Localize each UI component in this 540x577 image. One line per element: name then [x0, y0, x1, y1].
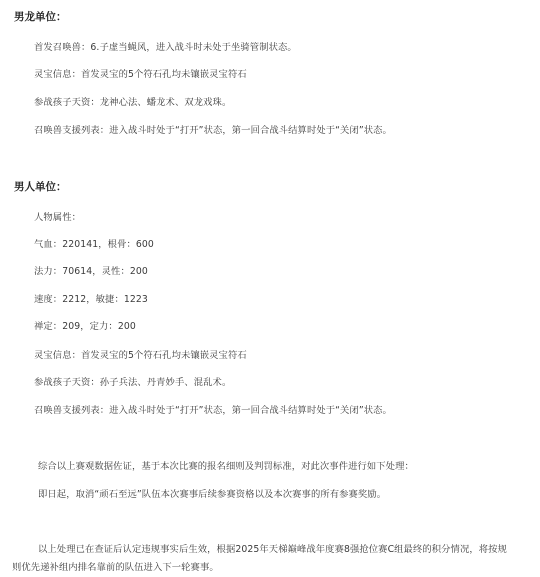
human-attributes-label: 人物属性：: [34, 212, 81, 223]
human-child-talent-line: 参战孩子天资：孙子兵法、丹青妙手、混乱术。: [34, 377, 232, 388]
human-hp-line: 气血：220141，根骨：600: [34, 239, 154, 250]
human-chan-line: 禅定：209，定力：200: [34, 321, 136, 332]
verdict-penalty-line: 即日起，取消“顽石至远”队伍本次赛事后续参赛资格以及本次赛事的所有参赛奖励。: [38, 489, 387, 500]
closing-line-2: 则优先递补组内排名靠前的队伍进入下一轮赛事。: [12, 562, 219, 573]
dragon-lingbao-line: 灵宝信息：首发灵宝的5个符石孔均未镶嵌灵宝符石: [34, 69, 247, 80]
human-mp-line: 法力：70614，灵性：200: [34, 266, 148, 277]
human-lingbao-line: 灵宝信息：首发灵宝的5个符石孔均未镶嵌灵宝符石: [34, 350, 247, 361]
verdict-basis-line: 综合以上赛观数据佐证，基于本次比赛的报名细则及判罚标准，对此次事件进行如下处理：: [38, 461, 414, 472]
dragon-child-talent-line: 参战孩子天资：龙神心法、蟠龙术、双龙戏珠。: [34, 97, 232, 108]
section-heading-human: 男人单位：: [14, 181, 67, 193]
dragon-support-list-line: 召唤兽支援列表：进入战斗时处于“打开”状态，第一回合战斗结算时处于“关闭”状态。: [34, 125, 392, 136]
closing-line-1: 以上处理已在查证后认定违规事实后生效，根据2025年天梯巅峰战年度赛8强抢位赛C组最终的积分情况，将按规: [38, 544, 507, 555]
human-speed-line: 速度：2212，敏捷：1223: [34, 294, 148, 305]
dragon-summon-line: 首发召唤兽：6.子虚当蝇风，进入战斗时未处于坐骑管制状态。: [34, 42, 297, 53]
human-support-list-line: 召唤兽支援列表：进入战斗时处于“打开”状态，第一回合战斗结算时处于“关闭”状态。: [34, 405, 392, 416]
section-heading-dragon: 男龙单位：: [14, 11, 67, 23]
